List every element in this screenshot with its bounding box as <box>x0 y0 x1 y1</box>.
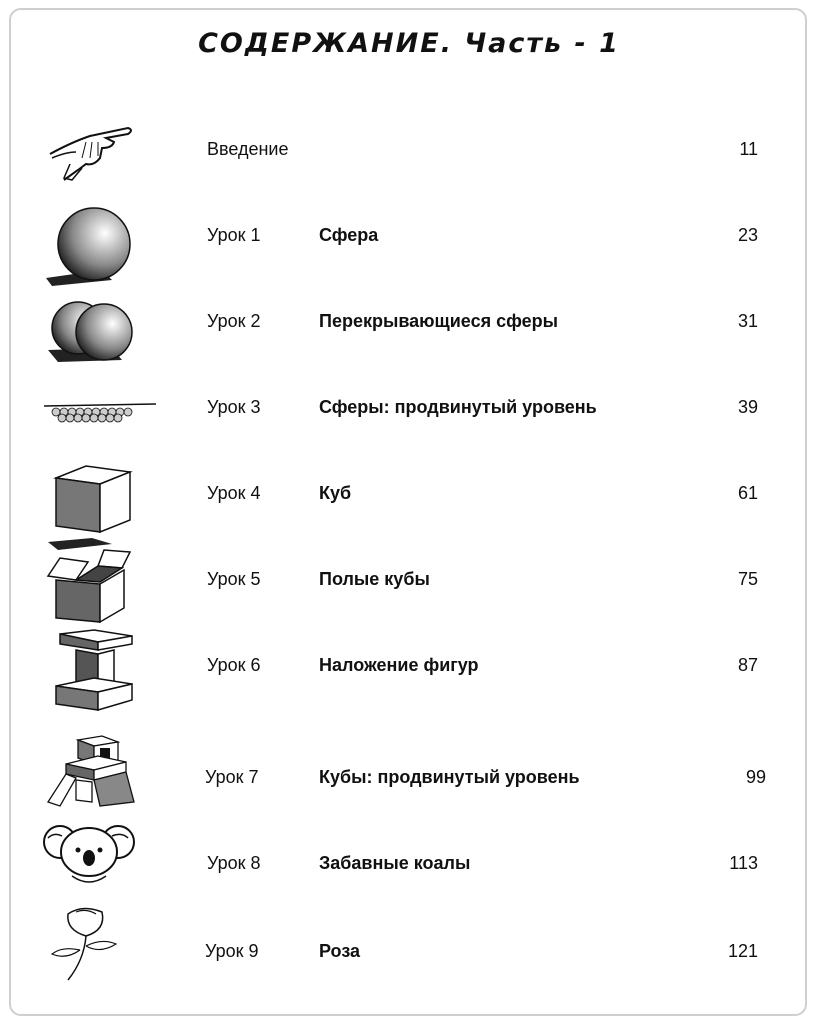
entry-page: 23 <box>737 225 758 245</box>
entry-label: Урок 7 <box>205 767 259 787</box>
entry-name: Куб <box>319 483 352 503</box>
entry-label: Урок 9 <box>205 941 259 961</box>
sphere-rows-icon <box>42 376 142 462</box>
entry-label: Урок 5 <box>207 569 261 589</box>
open-box-icon <box>42 548 142 634</box>
cube-icon <box>42 462 142 548</box>
entry-label: Урок 3 <box>207 397 261 417</box>
rose-icon <box>42 920 142 1006</box>
toc-entry[interactable] <box>0 139 818 210</box>
entry-label: Урок 1 <box>207 225 261 245</box>
koala-icon <box>42 832 142 918</box>
entry-label: Урок 2 <box>207 311 261 331</box>
entry-page: 61 <box>737 483 758 503</box>
entry-page: 87 <box>737 655 758 675</box>
toc-entry[interactable] <box>0 569 818 640</box>
entry-page: 11 <box>739 139 758 159</box>
toc-entry[interactable] <box>0 853 818 924</box>
entry-page: 31 <box>737 311 758 331</box>
entry-page: 75 <box>737 569 758 589</box>
stacked-shapes-icon <box>42 634 142 720</box>
toc-entry[interactable] <box>0 483 818 554</box>
entry-name: Перекрывающиеся сферы <box>319 311 558 331</box>
page-title: СОДЕРЖАНИЕ. Часть - 1 <box>198 28 620 59</box>
entry-name: Сфера <box>319 225 379 245</box>
toc-entry[interactable] <box>0 311 818 382</box>
toc-entry[interactable] <box>0 941 818 1012</box>
hand-icon <box>42 118 142 204</box>
entry-name: Забавные коалы <box>319 853 471 873</box>
entry-page: 99 <box>745 767 766 787</box>
toc-entry[interactable] <box>0 397 818 468</box>
entry-name: Наложение фигур <box>319 655 479 675</box>
entry-label: Урок 6 <box>207 655 261 675</box>
entry-label: Введение <box>207 139 289 159</box>
overlapping-spheres-icon <box>42 290 142 376</box>
entry-name: Сферы: продвинутый уровень <box>319 397 597 417</box>
entry-page: 121 <box>727 941 758 961</box>
toc-entry[interactable] <box>0 225 818 296</box>
entry-name: Полые кубы <box>319 569 430 589</box>
entry-name: Кубы: продвинутый уровень <box>319 767 580 787</box>
sphere-icon <box>42 204 142 290</box>
entry-label: Урок 4 <box>207 483 261 503</box>
entry-page: 113 <box>729 853 758 873</box>
cube-structure-icon <box>40 746 140 832</box>
entry-label: Урок 8 <box>207 853 261 873</box>
toc-entry[interactable] <box>0 655 818 726</box>
entry-name: Роза <box>319 941 361 961</box>
entry-page: 39 <box>737 397 758 417</box>
